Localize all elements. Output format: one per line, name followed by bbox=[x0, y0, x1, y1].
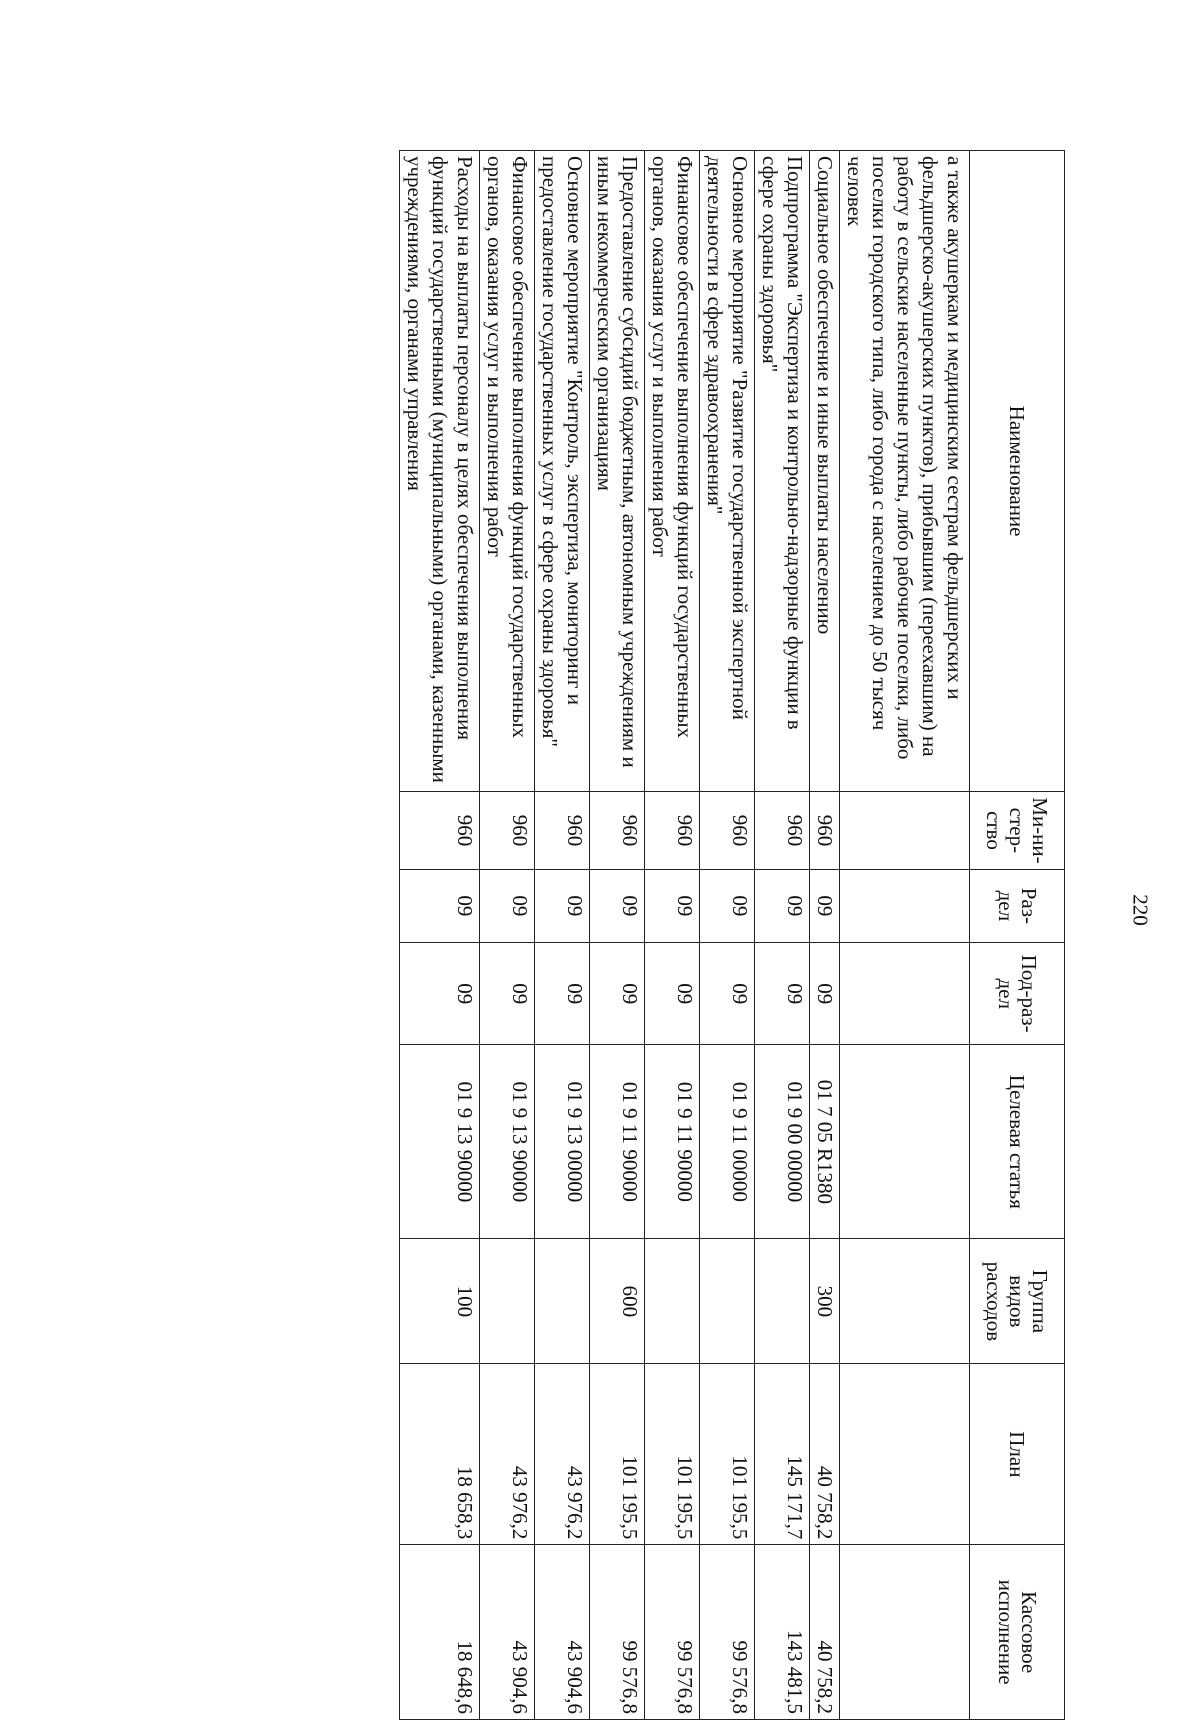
cell-plan: 101 195,5 bbox=[590, 1364, 645, 1545]
cell-plan: 43 976,2 bbox=[535, 1364, 590, 1545]
header-cash: Кассовое исполнение bbox=[970, 1545, 1065, 1720]
table-row bbox=[755, 151, 810, 1720]
cell-target bbox=[840, 1045, 970, 1239]
cell-group: 100 bbox=[400, 1239, 480, 1364]
cell-ministry: 960 bbox=[400, 792, 480, 870]
cell-section: 09 bbox=[645, 869, 700, 942]
cell-ministry: 960 bbox=[755, 792, 810, 870]
cell-cash: 43 904,6 bbox=[480, 1545, 535, 1720]
cell-name: а также акушеркам и медицинским сестрам фельдшерских и фельдшерско-акушерских пунктов), прибывшим (переехавшим) на работу в сельские населенные пункты, либо рабочие поселки, либо поселки городского типа, либо города с населением до 50 тысяч человек bbox=[840, 151, 970, 792]
cell-cash: 99 576,8 bbox=[700, 1545, 755, 1720]
table-row bbox=[645, 151, 700, 1720]
cell-section: 09 bbox=[755, 869, 810, 942]
page-number: 220 bbox=[1128, 894, 1153, 926]
cell-plan bbox=[840, 1364, 970, 1545]
cell-subsection: 09 bbox=[400, 943, 480, 1045]
cell-section: 09 bbox=[810, 869, 840, 942]
cell-name: Расходы на выплаты персоналу в целях обеспечения выполнения функций государственными (муниципальными) органами, казенными учреждениями, органами управления bbox=[400, 151, 480, 792]
cell-target: 01 9 00 00000 bbox=[755, 1045, 810, 1239]
cell-section: 09 bbox=[535, 869, 590, 942]
cell-plan: 101 195,5 bbox=[645, 1364, 700, 1545]
table-row bbox=[700, 151, 755, 1720]
cell-plan: 40 758,2 bbox=[810, 1364, 840, 1545]
cell-subsection: 09 bbox=[535, 943, 590, 1045]
cell-cash bbox=[840, 1545, 970, 1720]
cell-name: Предоставление субсидий бюджетным, автономным учреждениям и иным некоммерческим организациям bbox=[590, 151, 645, 792]
cell-plan: 43 976,2 bbox=[480, 1364, 535, 1545]
cell-plan: 145 171,7 bbox=[755, 1364, 810, 1545]
cell-target: 01 9 13 90000 bbox=[400, 1045, 480, 1239]
cell-target: 01 9 11 00000 bbox=[700, 1045, 755, 1239]
table-row bbox=[840, 151, 970, 1720]
cell-group bbox=[645, 1239, 700, 1364]
cell-ministry: 960 bbox=[590, 792, 645, 870]
cell-subsection: 09 bbox=[590, 943, 645, 1045]
cell-section: 09 bbox=[700, 869, 755, 942]
cell-target: 01 9 11 90000 bbox=[590, 1045, 645, 1239]
header-plan: План bbox=[970, 1364, 1065, 1545]
cell-subsection: 09 bbox=[700, 943, 755, 1045]
header-subsection: Под-раз-дел bbox=[970, 943, 1065, 1045]
cell-ministry bbox=[840, 792, 970, 870]
cell-ministry: 960 bbox=[700, 792, 755, 870]
header-group: Группа видов расходов bbox=[970, 1239, 1065, 1364]
cell-name: Финансовое обеспечение выполнения функций государственных органов, оказания услуг и выполнения работ bbox=[480, 151, 535, 792]
cell-cash: 99 576,8 bbox=[645, 1545, 700, 1720]
cell-group bbox=[700, 1239, 755, 1364]
cell-cash: 18 648,6 bbox=[400, 1545, 480, 1720]
table-row bbox=[480, 151, 535, 1720]
cell-target: 01 7 05 R1380 bbox=[810, 1045, 840, 1239]
cell-cash: 143 481,5 bbox=[755, 1545, 810, 1720]
cell-target: 01 9 13 90000 bbox=[480, 1045, 535, 1239]
cell-group: 600 bbox=[590, 1239, 645, 1364]
cell-section: 09 bbox=[400, 869, 480, 942]
cell-section bbox=[840, 869, 970, 942]
table-row bbox=[400, 151, 480, 1720]
cell-subsection: 09 bbox=[645, 943, 700, 1045]
cell-name: Основное мероприятие "Развитие государственной экспертной деятельности в сфере здравоохранения" bbox=[700, 151, 755, 792]
cell-group bbox=[755, 1239, 810, 1364]
budget-table bbox=[399, 150, 1065, 1720]
cell-target: 01 9 11 90000 bbox=[645, 1045, 700, 1239]
cell-name: Финансовое обеспечение выполнения функций государственных органов, оказания услуг и выполнения работ bbox=[645, 151, 700, 792]
table-row bbox=[810, 151, 840, 1720]
cell-name: Социальное обеспечение и иные выплаты населению bbox=[810, 151, 840, 792]
header-target: Целевая статья bbox=[970, 1045, 1065, 1239]
cell-subsection: 09 bbox=[480, 943, 535, 1045]
header-name: Наименование bbox=[970, 151, 1065, 792]
cell-group bbox=[480, 1239, 535, 1364]
cell-cash: 40 758,2 bbox=[810, 1545, 840, 1720]
cell-subsection bbox=[840, 943, 970, 1045]
cell-plan: 18 658,3 bbox=[400, 1364, 480, 1545]
cell-cash: 43 904,6 bbox=[535, 1545, 590, 1720]
cell-section: 09 bbox=[590, 869, 645, 942]
table-row bbox=[535, 151, 590, 1720]
cell-subsection: 09 bbox=[755, 943, 810, 1045]
cell-name: Подпрограмма "Экспертиза и контрольно-надзорные функции в сфере охраны здоровья" bbox=[755, 151, 810, 792]
table-row bbox=[590, 151, 645, 1720]
cell-group: 300 bbox=[810, 1239, 840, 1364]
cell-group bbox=[840, 1239, 970, 1364]
cell-subsection: 09 bbox=[810, 943, 840, 1045]
cell-ministry: 960 bbox=[535, 792, 590, 870]
cell-group bbox=[535, 1239, 590, 1364]
cell-ministry: 960 bbox=[645, 792, 700, 870]
rotated-sheet bbox=[143, 150, 1065, 1720]
cell-plan: 101 195,5 bbox=[700, 1364, 755, 1545]
cell-cash: 99 576,8 bbox=[590, 1545, 645, 1720]
cell-section: 09 bbox=[480, 869, 535, 942]
header-ministry: Ми-ни-стер-ство bbox=[970, 792, 1065, 870]
cell-target: 01 9 13 00000 bbox=[535, 1045, 590, 1239]
cell-name: Основное мероприятие "Контроль, экспертиза, мониторинг и предоставление государственных услуг в сфере охраны здоровья" bbox=[535, 151, 590, 792]
header-section: Раз-дел bbox=[970, 869, 1065, 942]
cell-ministry: 960 bbox=[810, 792, 840, 870]
cell-ministry: 960 bbox=[480, 792, 535, 870]
table-header-row bbox=[970, 151, 1065, 1720]
